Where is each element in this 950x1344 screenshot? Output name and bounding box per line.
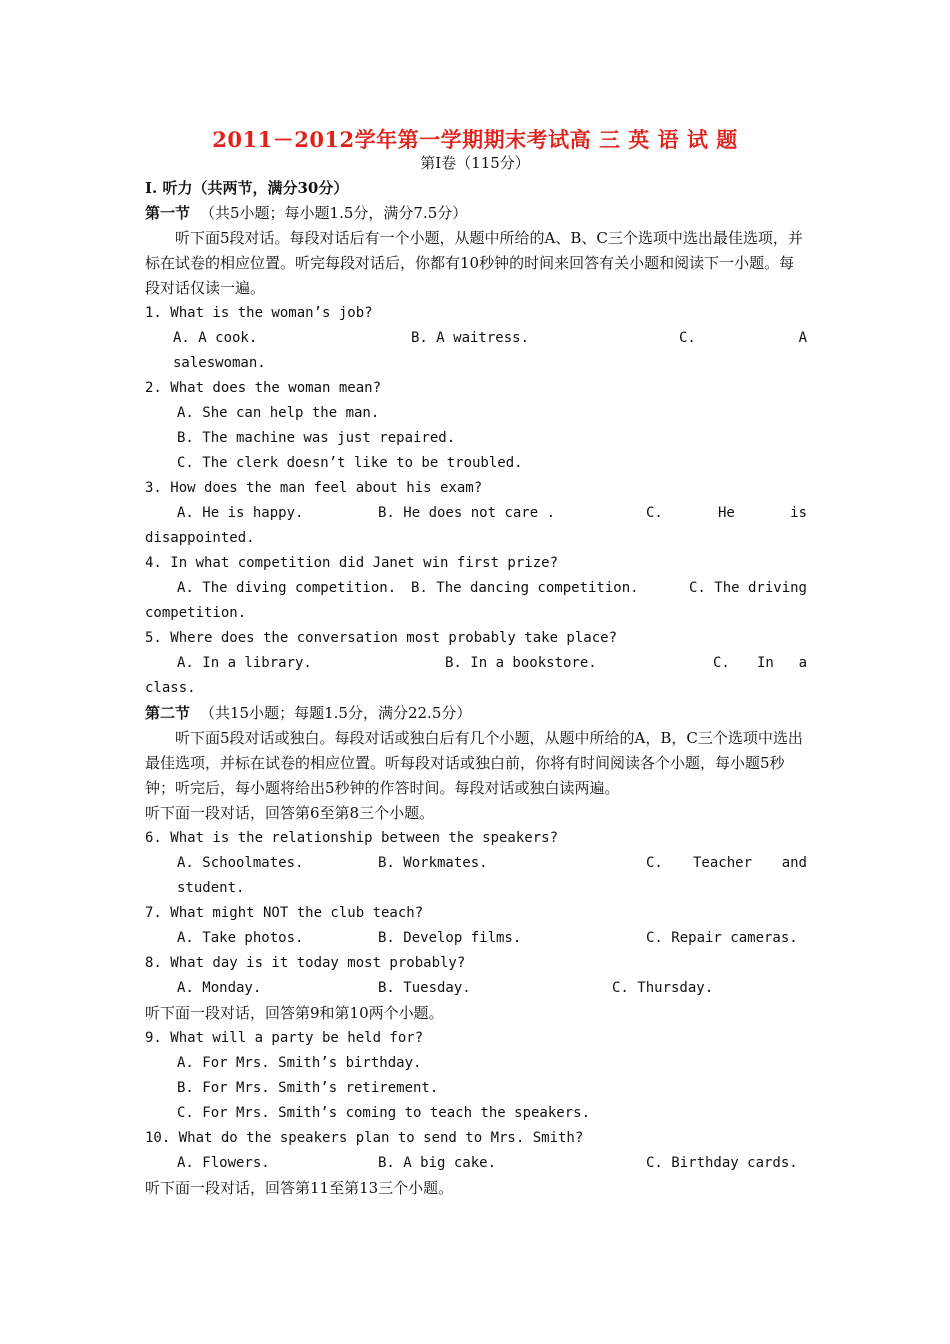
question-10-stem: 10. What do the speakers plan to send to Mrs. Smith? xyxy=(145,1130,584,1146)
question-3-stem: 3. How does the man feel about his exam? xyxy=(145,480,483,496)
section2-header xyxy=(145,701,807,726)
q1-option-c: C. xyxy=(679,330,696,346)
q5-option-b: B. In a bookstore. xyxy=(445,655,597,671)
section2-instructions: 听下面5段对话或独白。每段对话或独白后有几个小题，从题中所给的A，B，C三个选项中选出最佳选项，并标在试卷的相应位置。听每段对话或独白前，你将有时间阅读各个小题，每小题5秒钟；听完后，每小题将给出5秒钟的作答时间。每段对话或独白读两遍。 xyxy=(145,729,803,797)
q6-option-c-cont: student. xyxy=(177,880,245,896)
q1-option-c-word: A xyxy=(798,330,807,346)
part1-heading: Ⅰ. 听力（共两节，满分30分） xyxy=(145,179,349,197)
question-8-stem: 8. What day is it today most probably? xyxy=(145,955,466,971)
q1-option-a: A. A cook. xyxy=(173,330,258,346)
q3-option-a: A. He is happy. xyxy=(177,505,304,521)
q2-option-a: A. She can help the man. xyxy=(177,405,380,421)
section1-note: （共5小题；每小题1.5分，满分7.5分） xyxy=(200,204,468,222)
q7-option-a: A. Take photos. xyxy=(177,930,304,946)
q9-option-a: A. For Mrs. Smith’s birthday. xyxy=(177,1055,422,1071)
question-6-stem: 6. What is the relationship between the speakers? xyxy=(145,830,559,846)
section1-label: 第一节 xyxy=(145,204,191,222)
q3-option-c: C. xyxy=(646,505,663,521)
exam-subtitle: 第Ⅰ卷（115分） xyxy=(420,154,530,172)
question-7-stem: 7. What might NOT the club teach? xyxy=(145,905,424,921)
q10-option-b: B. A big cake. xyxy=(378,1155,497,1171)
question-9-stem: 9. What will a party be held for? xyxy=(145,1030,424,1046)
section2-label: 第二节 xyxy=(145,704,191,722)
q6-option-b: B. Workmates. xyxy=(378,855,488,871)
section2-note: （共15小题；每题1.5分，满分22.5分） xyxy=(200,704,472,722)
q3-option-b: B. He does not care . xyxy=(378,505,556,521)
q6-option-c-w1: Teacher xyxy=(693,855,753,871)
q2-option-c: C. The clerk doesn’t like to be troubled. xyxy=(177,455,523,471)
exam-title: 2011－2012学年第一学期期末考试高 三 英 语 试 题 xyxy=(212,127,738,152)
q5-option-c-w1: In xyxy=(757,655,774,671)
q4-option-c-cont: competition. xyxy=(145,605,247,621)
q1-option-b: B. A waitress. xyxy=(411,330,530,346)
question-1-options xyxy=(145,326,807,351)
section1-instructions: 听下面5段对话。每段对话后有一个小题，从题中所给的A、B、C三个选项中选出最佳选项，并标在试卷的相应位置。听完每段对话后，你都有10秒钟的时间来回答有关小题和阅读下一小题。每段对话仅读一遍。 xyxy=(145,229,803,297)
q5-option-a: A. In a library. xyxy=(177,655,312,671)
q8-option-a: A. Monday. xyxy=(177,980,262,996)
q10-option-c: C. Birthday cards. xyxy=(646,1155,798,1171)
question-4-options xyxy=(145,576,807,601)
question-6-options xyxy=(145,851,807,876)
question-2-stem: 2. What does the woman mean? xyxy=(145,380,382,396)
question-8-options xyxy=(145,976,807,1001)
q6-option-c-w2: and xyxy=(781,855,807,871)
question-7-options xyxy=(145,926,807,951)
exam-content xyxy=(145,176,807,1201)
q5-option-c-w2: a xyxy=(798,655,807,671)
q1-option-c-cont: saleswoman. xyxy=(173,355,266,371)
question-10-options xyxy=(145,1151,807,1176)
intro-q9-10: 听下面一段对话，回答第9和第10两个小题。 xyxy=(145,1004,444,1022)
question-5-options xyxy=(145,651,807,676)
section1-header xyxy=(145,201,807,226)
q4-option-a: A. The diving competition. xyxy=(177,580,397,596)
question-4-stem: 4. In what competition did Janet win first prize? xyxy=(145,555,559,571)
q7-option-b: B. Develop films. xyxy=(378,930,522,946)
q2-option-b: B. The machine was just repaired. xyxy=(177,430,456,446)
q3-option-c-w1: He xyxy=(718,505,735,521)
intro-q11-13: 听下面一段对话，回答第11至第13三个小题。 xyxy=(145,1179,454,1197)
question-1-stem: 1. What is the woman’s job? xyxy=(145,305,373,321)
q6-option-a: A. Schoolmates. xyxy=(177,855,304,871)
q3-option-c-cont: disappointed. xyxy=(145,530,255,546)
q5-option-c: C. xyxy=(713,655,730,671)
q9-option-c: C. For Mrs. Smith’s coming to teach the speakers. xyxy=(177,1105,591,1121)
question-3-options xyxy=(145,501,807,526)
q6-option-c: C. xyxy=(646,855,663,871)
q9-option-b: B. For Mrs. Smith’s retirement. xyxy=(177,1080,439,1096)
q5-option-c-cont: class. xyxy=(145,680,196,696)
q4-option-b: B. The dancing competition. xyxy=(411,580,639,596)
q8-option-c: C. Thursday. xyxy=(612,980,714,996)
q7-option-c: C. Repair cameras. xyxy=(646,930,798,946)
q8-option-b: B. Tuesday. xyxy=(378,980,471,996)
q10-option-a: A. Flowers. xyxy=(177,1155,270,1171)
q3-option-c-w2: is xyxy=(790,505,807,521)
question-5-stem: 5. Where does the conversation most probably take place? xyxy=(145,630,618,646)
intro-q6-8: 听下面一段对话，回答第6至第8三个小题。 xyxy=(145,804,435,822)
q4-option-c: C. The driving xyxy=(688,580,807,596)
